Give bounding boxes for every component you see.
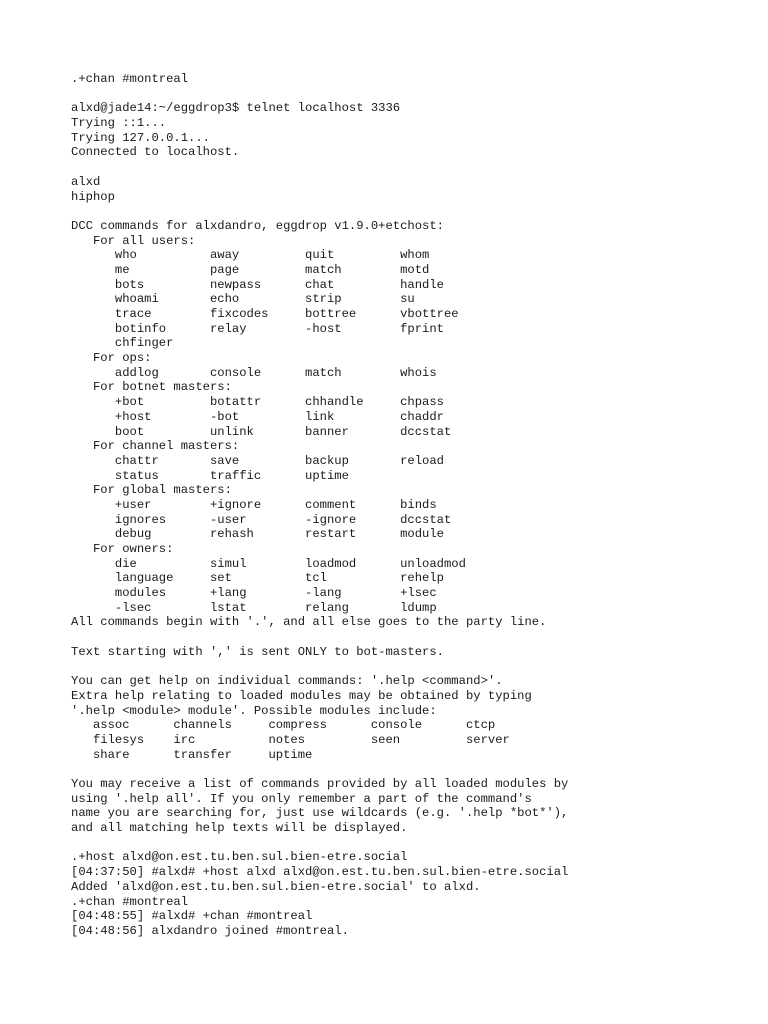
terminal-line: assoc channels compress console ctcp: [71, 718, 496, 733]
terminal-line: For channel masters:: [71, 439, 240, 454]
terminal-line: botinfo relay -host fprint: [71, 321, 444, 336]
terminal-line: chattr save backup reload: [71, 453, 444, 468]
terminal-line: .+chan #montreal: [71, 72, 189, 86]
terminal-line: chfinger: [71, 336, 174, 351]
terminal-line: and all matching help texts will be displayed.: [71, 821, 408, 836]
terminal-line: die simul loadmod unloadmod: [71, 556, 466, 571]
terminal-line: [04:48:56] alxdandro joined #montreal.: [71, 923, 349, 938]
terminal-line: [71, 630, 751, 645]
terminal-line: All commands begin with '.', and all else goes to the party line.: [71, 615, 547, 630]
terminal-line: [71, 660, 751, 675]
terminal-line: ignores -user -ignore dccstat: [71, 512, 452, 527]
terminal-line: alxd@jade14:~/eggdrop3$ telnet localhost 3336: [71, 101, 401, 116]
terminal-line: .+host alxd@on.est.tu.ben.sul.bien-etre.social: [71, 850, 408, 865]
terminal-line: '.help <module> module'. Possible modules include:: [71, 703, 437, 718]
terminal-line: bots newpass chat handle: [71, 277, 444, 292]
terminal-output: [71, 72, 751, 939]
terminal-line: [71, 87, 751, 102]
terminal-line: +user +ignore comment binds: [71, 497, 437, 512]
terminal-line: status traffic uptime: [71, 468, 349, 483]
terminal-line: trace fixcodes bottree vbottree: [71, 307, 459, 321]
terminal-line: For global masters:: [71, 483, 232, 498]
terminal-line: For ops:: [71, 351, 152, 366]
terminal-line: language set tcl rehelp: [71, 571, 444, 586]
terminal-line: Connected to localhost.: [71, 145, 240, 160]
terminal-line: Trying 127.0.0.1...: [71, 130, 210, 145]
terminal-line: Extra help relating to loaded modules may be obtained by typing: [71, 688, 532, 703]
terminal-line: Text starting with ',' is sent ONLY to bot-masters.: [71, 644, 444, 659]
terminal-line: addlog console match whois: [71, 365, 437, 380]
terminal-line: For botnet masters:: [71, 380, 232, 395]
terminal-line: You can get help on individual commands: '.help <command>'.: [71, 674, 503, 689]
terminal-line: hiphop: [71, 189, 115, 204]
terminal-line: boot unlink banner dccstat: [71, 424, 452, 439]
terminal-line: filesys irc notes seen server: [71, 732, 510, 747]
terminal-line: [71, 160, 751, 175]
terminal-line: .+chan #montreal: [71, 894, 189, 909]
terminal-line: [71, 204, 751, 219]
terminal-line: Trying ::1...: [71, 116, 167, 131]
terminal-line: modules +lang -lang +lsec: [71, 586, 437, 601]
terminal-line: DCC commands for alxdandro, eggdrop v1.9.0+etchost:: [71, 218, 444, 233]
terminal-line: +host -bot link chaddr: [71, 409, 444, 424]
terminal-line: [04:37:50] #alxd# +host alxd alxd@on.est.tu.ben.sul.bien-etre.social: [71, 865, 569, 880]
terminal-line: who away quit whom: [71, 248, 430, 263]
terminal-line: [71, 762, 751, 777]
terminal-line: For all users:: [71, 233, 196, 248]
terminal-line: share transfer uptime: [71, 747, 313, 762]
terminal-line: -lsec lstat relang ldump: [71, 600, 437, 615]
terminal-line: Added 'alxd@on.est.tu.ben.sul.bien-etre.social' to alxd.: [71, 879, 481, 894]
terminal-line: whoami echo strip su: [71, 292, 415, 307]
terminal-line: name you are searching for, just use wildcards (e.g. '.help *bot*'),: [71, 806, 569, 821]
terminal-line: using '.help all'. If you only remember a part of the command's: [71, 791, 532, 806]
terminal-line: +bot botattr chhandle chpass: [71, 395, 444, 410]
terminal-line: me page match motd: [71, 262, 430, 277]
terminal-line: [71, 836, 751, 851]
terminal-line: [04:48:55] #alxd# +chan #montreal: [71, 909, 313, 924]
terminal-line: alxd: [71, 174, 101, 189]
terminal-line: You may receive a list of commands provided by all loaded modules by: [71, 777, 569, 791]
terminal-line: For owners:: [71, 542, 174, 556]
terminal-line: debug rehash restart module: [71, 527, 444, 542]
